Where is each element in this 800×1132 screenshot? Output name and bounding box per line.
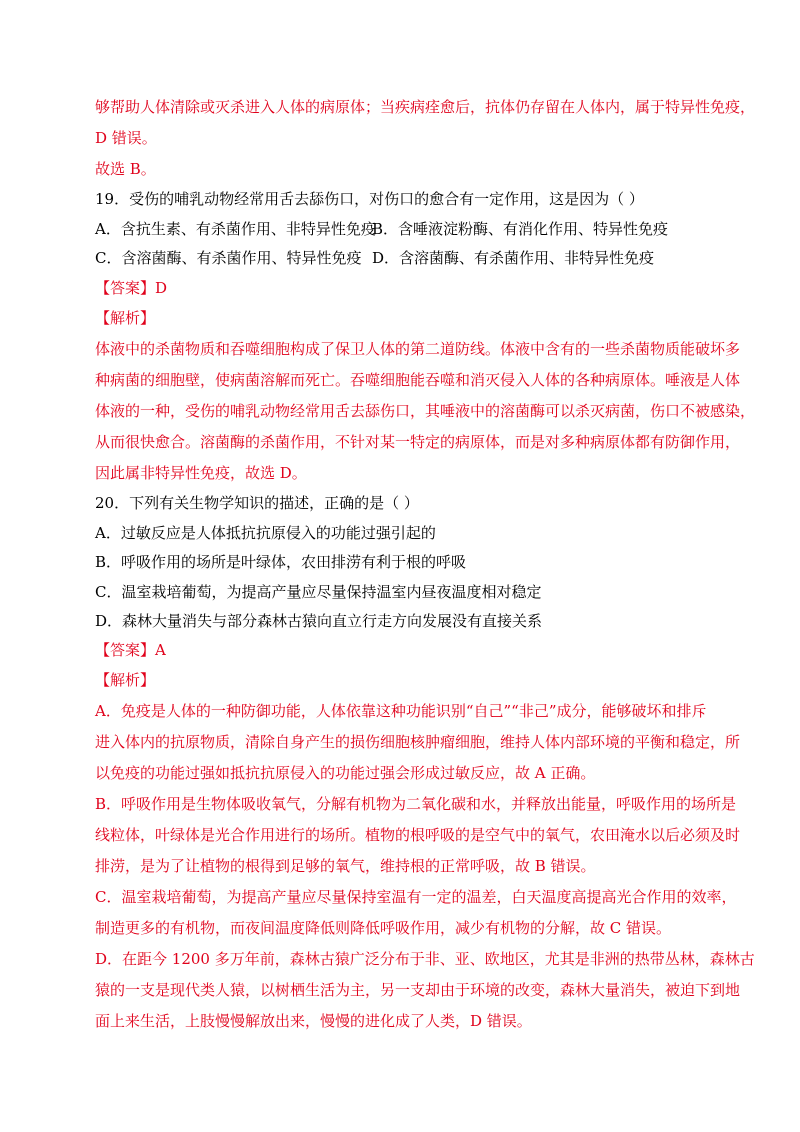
intro-line-1: 够帮助人体清除或灭杀进入人体的病原体；当疾病痊愈后，抗体仍存留在人体内，属于特异性免疫， (95, 98, 756, 116)
q20-option-d: D．森林大量消失与部分森林古猿向直立行走方向发展没有直接关系 (95, 612, 543, 630)
q20-analysis-line-8: 制造更多的有机物，而夜间温度降低则降低呼吸作用，减少有机物的分解，故 C 错误。 (95, 919, 672, 937)
q20-option-a: A．过敏反应是人体抵抗抗原侵入的功能过强引起的 (95, 524, 436, 542)
q19-analysis-line-2: 种病菌的细胞壁，使病菌溶解而死亡。吞噬细胞能吞噬和消灭侵入人体的各种病原体。唾液是人体 (95, 371, 741, 389)
q19-option-b: B．含唾液淀粉酶、有消化作用、特异性免疫 (372, 220, 669, 238)
intro-line-3: 故选 B。 (95, 160, 156, 178)
q20-analysis-label: 【解析】 (95, 671, 156, 689)
q20-analysis-line-6: 排涝，是为了让植物的根得到足够的氧气，维持根的正常呼吸，故 B 错误。 (95, 857, 596, 875)
q20-answer: 【答案】A (95, 641, 166, 659)
q19-answer: 【答案】D (95, 279, 168, 297)
intro-line-2: D 错误。 (95, 129, 157, 147)
q19-analysis-line-3: 体液的一种，受伤的哺乳动物经常用舌去舔伤口，其唾液中的溶菌酶可以杀灭病菌，伤口不被感染， (95, 402, 756, 420)
q20-analysis-line-11: 面上来生活，上肢慢慢解放出来，慢慢的进化成了人类，D 错误。 (95, 1012, 532, 1030)
q19-stem: 19．受伤的哺乳动物经常用舌去舔伤口，对伤口的愈合有一定作用，这是因为（ ） (95, 190, 644, 208)
q20-analysis-line-3: 以免疫的功能过强如抵抗抗原侵入的功能过强会形成过敏反应，故 A 正确。 (95, 764, 596, 782)
q20-stem: 20．下列有关生物学知识的描述，正确的是（ ） (95, 494, 419, 512)
q19-analysis-line-4: 从而很快愈合。溶菌酶的杀菌作用，不针对某一特定的病原体，而是对多种病原体都有防御作用， (95, 433, 741, 451)
q19-option-a: A．含抗生素、有杀菌作用、非特异性免疫 (95, 220, 376, 238)
q20-analysis-line-5: 线粒体，叶绿体是光合作用进行的场所。植物的根呼吸的是空气中的氧气，农田淹水以后必须及时 (95, 826, 741, 844)
q20-option-b: B．呼吸作用的场所是叶绿体，农田排涝有利于根的呼吸 (95, 553, 467, 571)
q20-analysis-line-9: D．在距今 1200 多万年前，森林古猿广泛分布于非、亚、欧地区，尤其是非洲的热带丛林，森林古 (95, 950, 755, 968)
q20-option-c: C．温室栽培葡萄，为提高产量应尽量保持温室内昼夜温度相对稳定 (95, 583, 542, 601)
q20-analysis-line-2: 进入体内的抗原物质，清除自身产生的损伤细胞核肿瘤细胞，维持人体内部环境的平衡和稳定，所 (95, 733, 741, 751)
q19-option-d: D．含溶菌酶、有杀菌作用、非特异性免疫 (372, 249, 655, 267)
q20-analysis-line-7: C．温室栽培葡萄，为提高产量应尽量保持室温有一定的温差，白天温度高提高光合作用的效率， (95, 888, 737, 906)
q19-analysis-line-5: 因此属非特异性免疫，故选 D。 (95, 464, 307, 482)
q20-analysis-line-10: 猿的一支是现代类人猿，以树栖生活为主，另一支却由于环境的改变，森林大量消失，被迫下到地 (95, 981, 741, 999)
q20-analysis-line-4: B．呼吸作用是生物体吸收氧气，分解有机物为二氧化碳和水，并释放出能量，呼吸作用的场所是 (95, 795, 737, 813)
q19-option-c: C．含溶菌酶、有杀菌作用、特异性免疫 (95, 249, 362, 267)
q19-analysis-line-1: 体液中的杀菌物质和吞噬细胞构成了保卫人体的第二道防线。体液中含有的一些杀菌物质能破坏多 (95, 340, 741, 358)
q19-analysis-label: 【解析】 (95, 309, 156, 327)
q20-analysis-line-1: A．免疫是人体的一种防御功能，人体依靠这种功能识别“自己”“非己”成分，能够破坏和排斥 (95, 702, 707, 720)
